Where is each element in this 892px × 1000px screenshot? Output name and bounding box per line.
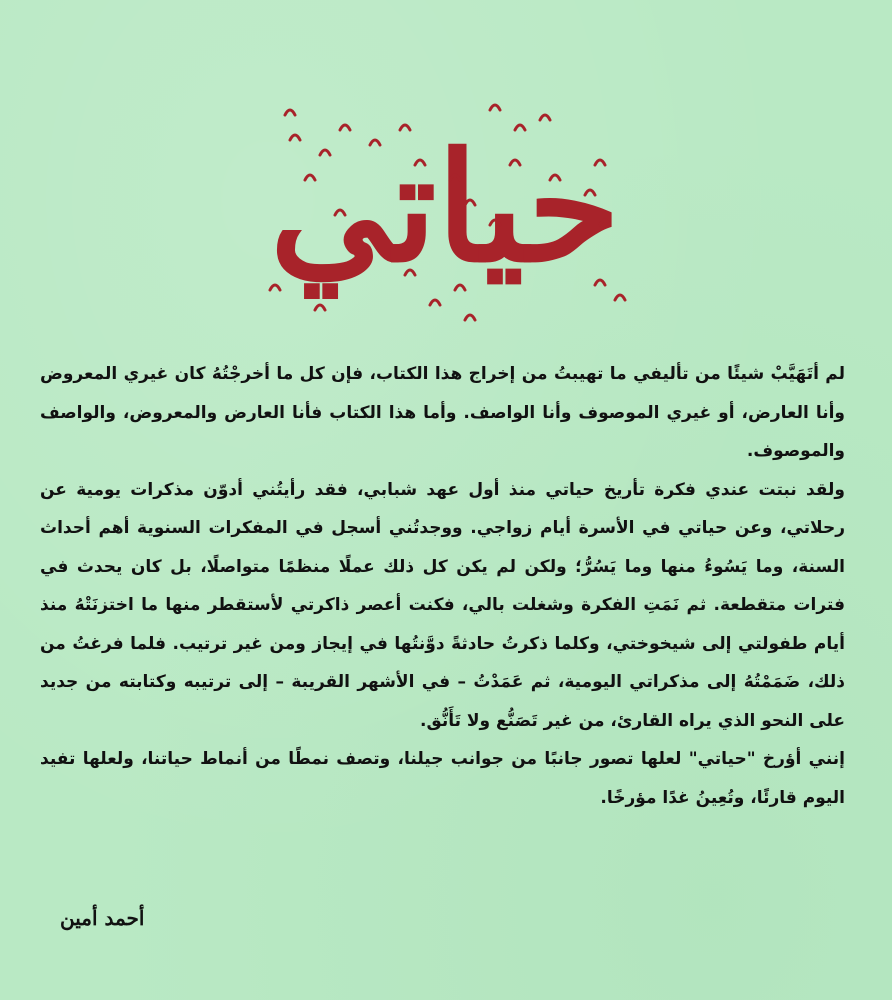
- title-calligraphy: [250, 85, 640, 330]
- paragraph-2: ولقد نبتت عندي فكرة تأريخ حياتي منذ أول عهد شبابي، فقد رأيتُني أدوّن مذكرات يومية عن رحلاتي، وعن حياتي في الأسرة أيام زواجي. ووجدتُني أسجل في المفكرات السنوية أهم أحداث السنة، وما يَسُوءُ منها وما يَسُرُّ؛ ولكن لم يكن كل ذلك عملًا منظمًا متواصلًا، بل كان يحدث في فترات متقطعة. ثم نَمَتِ الفكرة وشغلت بالي، فكنت أعصر ذاكرتي لأستقطر منها ما اختزنَتْهُ منذ أيام طفولتي إلى شيخوختي، وكلما ذكرتُ حادثةً دوَّنتُها في إيجاز ومن غير ترتيب. فلما فرغتُ من ذلك، ضَمَمْتُهُ إلى مذكراتي اليومية، ثم عَمَدْتُ – في الأشهر القريبة – إلى ترتيبه وكتابته من جديد على النحو الذي يراه القارئ، من غير تَصَنُّع ولا تَأَنُّق.: [40, 479, 845, 731]
- author-signature: [60, 900, 260, 936]
- author-name: أحمد أمين: [60, 906, 145, 930]
- calligraphy-ornaments: [250, 85, 640, 330]
- paragraph-1: لم أتَهَيَّبْ شيئًا من تأليفي ما تهيبتُ من إخراج هذا الكتاب، فإن كل ما أخرجْتُهُ كان غيري المعروض وأنا العارض، أو غيري الموصوف وأنا الواصف. وأما هذا الكتاب فأنا العارض والمعروض، والواصف والموصوف.: [40, 364, 845, 461]
- introduction-text: [40, 355, 845, 817]
- book-title: حياتي: [269, 119, 621, 296]
- paragraph-3: إنني أؤرخ "حياتي" لعلها تصور جانبًا من جوانب جيلنا، وتصف نمطًا من أنماط حياتنا، ولعلها تفيد اليوم قارئًا، وتُعِينُ غدًا مؤرخًا.: [40, 749, 845, 808]
